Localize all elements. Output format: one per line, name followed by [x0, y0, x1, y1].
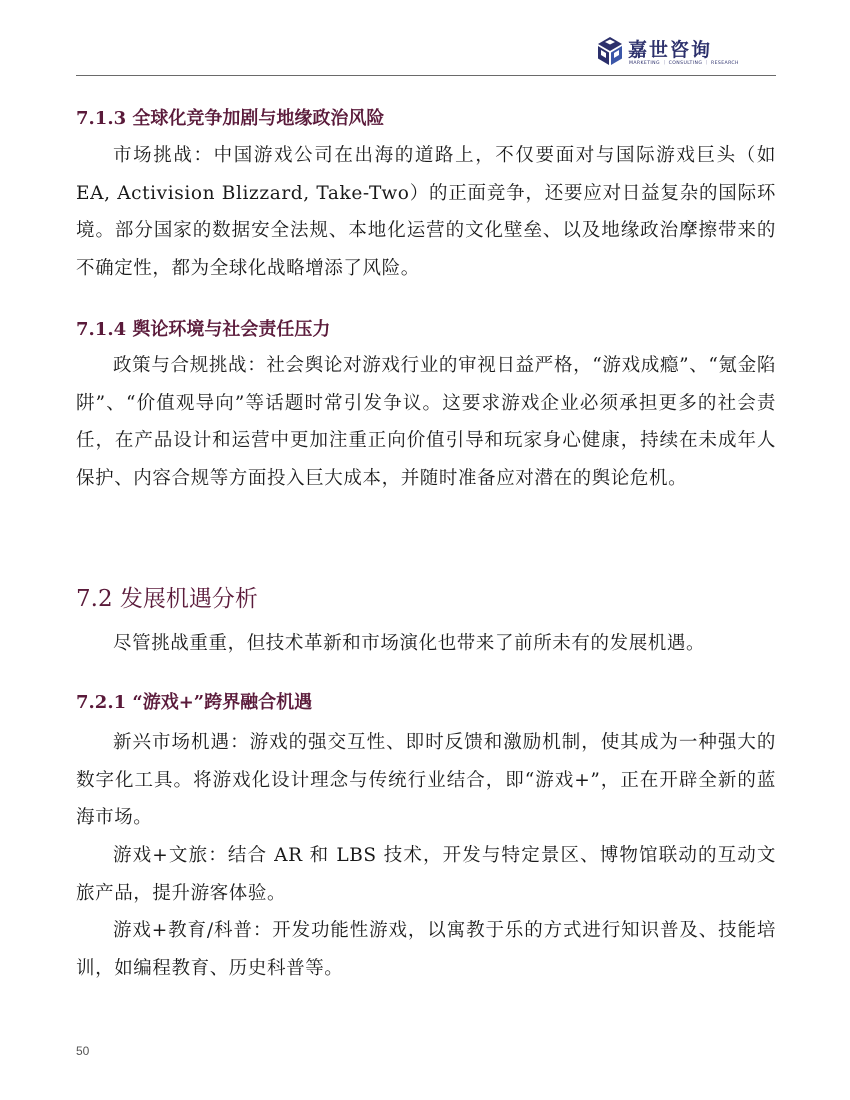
header-divider: [76, 75, 776, 76]
section-7-2-1-paragraph-1: 新兴市场机遇：游戏的强交互性、即时反馈和激励机制，使其成为一种强大的数字化工具。将游戏化设计理念与传统行业结合，即“游戏+”，正在开辟全新的蓝海市场。: [76, 732, 776, 828]
section-7-1-3-title: 7.1.3 全球化竞争加剧与地缘政治风险: [76, 108, 385, 129]
section-7-1-3-body: 市场挑战：中国游戏公司在出海的道路上，不仅要面对与国际游戏巨头（如 EA, Activision Blizzard, Take-Two）的正面竞争，还要应对日益复杂的国际环境。部分国家的数据安全法规、本地化运营的文化壁垒、以及地缘政治摩擦带来的不确定性，都为全球化战略增添了风险。: [76, 145, 776, 279]
section-7-2-body: 尽管挑战重重，但技术革新和市场演化也带来了前所未有的发展机遇。: [113, 633, 706, 654]
cube-logo-icon: [596, 36, 624, 66]
logo-tagline: MARKETING ｜ CONSULTING ｜ RESEARCH: [629, 61, 739, 66]
section-7-2-1-paragraph-3: 游戏+教育/科普：开发功能性游戏，以寓教于乐的方式进行知识普及、技能培训，如编程教育、历史科普等。: [76, 920, 776, 979]
section-7-1-4-body: 政策与合规挑战：社会舆论对游戏行业的审视日益严格，“游戏成瘾”、“氪金陷阱”、“价值观导向”等话题时常引发争议。这要求游戏企业必须承担更多的社会责任，在产品设计和运营中更加注重正向价值引导和玩家身心健康，持续在未成年人保护、内容合规等方面投入巨大成本，并随时准备应对潜在的舆论危机。: [76, 355, 776, 489]
section-7-1-4-title: 7.1.4 舆论环境与社会责任压力: [76, 319, 331, 340]
page-header: [76, 30, 776, 76]
logo-name: 嘉世咨询: [628, 39, 713, 61]
section-7-2-1-paragraph-2: 游戏+文旅：结合 AR 和 LBS 技术，开发与特定景区、博物馆联动的互动文旅产品，提升游客体验。: [76, 845, 776, 904]
brand-logo: [596, 36, 776, 70]
section-7-2-title: 7.2 发展机遇分析: [76, 586, 258, 612]
page-number: 50: [76, 1044, 90, 1058]
section-7-2-1-title: 7.2.1 “游戏+”跨界融合机遇: [76, 692, 313, 713]
